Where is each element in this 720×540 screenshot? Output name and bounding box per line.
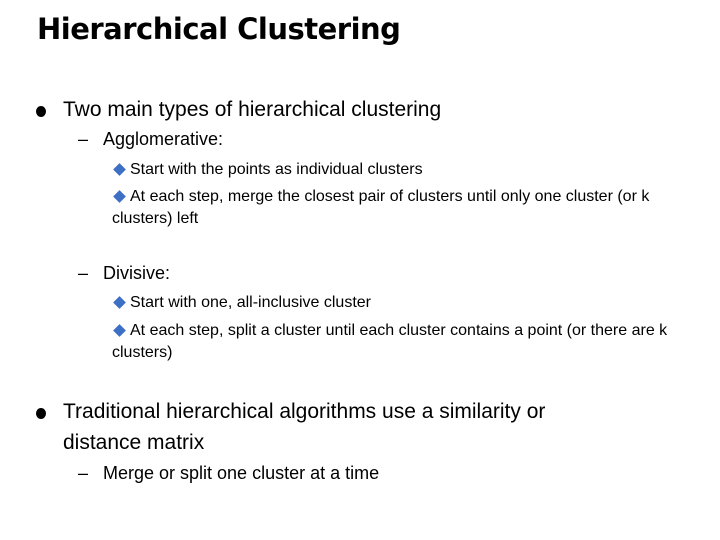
subsubbullet-item: [112, 186, 692, 230]
bullet-text: Two main types of hierarchical clustering: [63, 98, 442, 121]
dash-bullet-icon: –: [78, 463, 89, 483]
subsubbullet-item: [112, 159, 692, 181]
round-bullet-icon: [36, 106, 46, 117]
slide-title: Hierarchical Clustering: [37, 12, 401, 46]
round-bullet-icon: [36, 408, 46, 419]
subsubbullet-item: [112, 292, 692, 314]
subsubbullet-text: Start with one, all-inclusive cluster: [130, 294, 371, 311]
subbullet-text: Divisive:: [103, 263, 171, 283]
subbullet-text: Agglomerative:: [103, 129, 224, 149]
diamond-bullet-icon: [113, 190, 126, 203]
diamond-bullet-icon: [113, 296, 126, 309]
subsubbullet-text: Start with the points as individual clusters: [130, 161, 423, 178]
dash-bullet-icon: –: [78, 263, 89, 283]
bullet-text: Traditional hierarchical algorithms use a similarity or distance matrix: [63, 400, 546, 454]
subbullet-text: Merge or split one cluster at a time: [103, 463, 380, 483]
subsubbullet-text: At each step, merge the closest pair of clusters until only one cluster (or k clusters) left: [112, 188, 650, 227]
diamond-bullet-icon: [113, 163, 126, 176]
dash-bullet-icon: –: [78, 129, 89, 149]
diamond-bullet-icon: [113, 324, 126, 337]
subsubbullet-item: [112, 320, 692, 364]
subsubbullet-text: At each step, split a cluster until each cluster contains a point (or there are k clusters): [112, 322, 668, 361]
